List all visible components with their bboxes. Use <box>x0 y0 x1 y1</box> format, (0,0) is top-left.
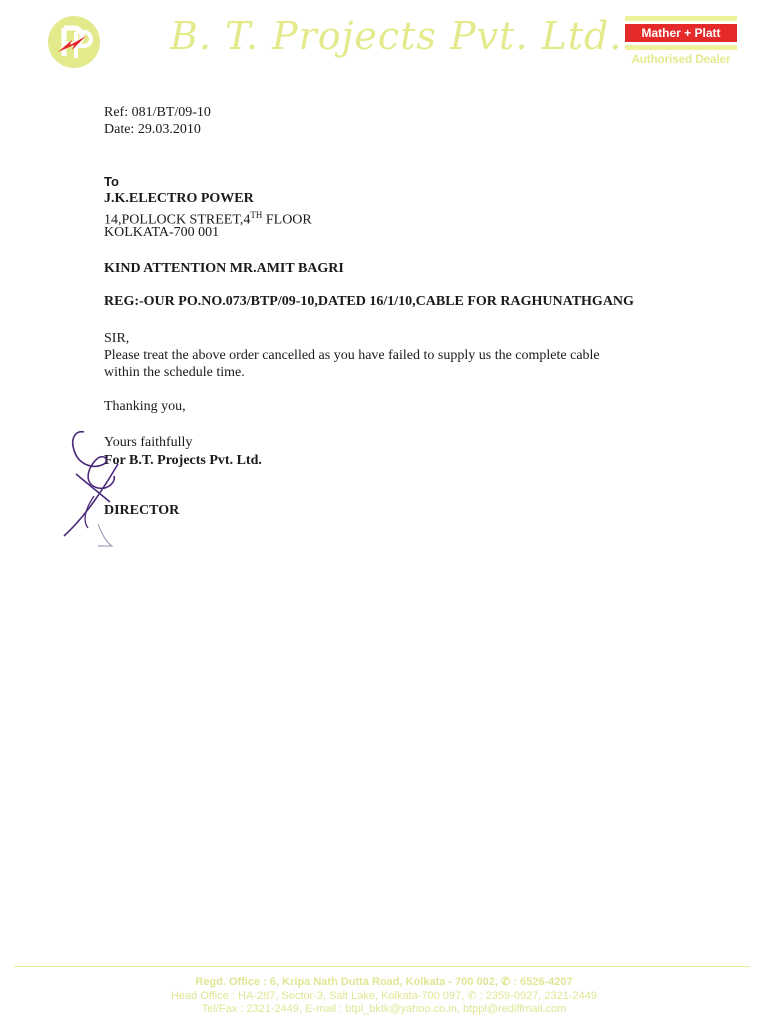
letter-date: Date: 29.03.2010 <box>104 122 201 137</box>
company-logo-icon <box>46 14 102 70</box>
recipient-name: J.K.ELECTRO POWER <box>104 191 254 206</box>
reference-number: Ref: 081/BT/09-10 <box>104 105 211 120</box>
dealer-brand: Mather + Platt <box>625 24 737 42</box>
to-label: To <box>104 174 119 189</box>
salutation: SIR, <box>104 331 130 346</box>
body-line-1: Please treat the above order cancelled as you have failed to supply us the complete cable <box>104 348 600 363</box>
for-company: For B.T. Projects Pvt. Ltd. <box>104 453 262 468</box>
dealer-badge <box>625 16 737 66</box>
footer-rule <box>14 966 750 967</box>
footer-head-office: Head Office : HA-287, Sector-3, Salt Lake, Kolkata-700 097, ✆ : 2359-0927, 2321-2449 <box>170 990 598 1002</box>
company-name: B. T. Projects Pvt. Ltd. <box>170 14 623 58</box>
dealer-label: Authorised Dealer <box>631 54 731 66</box>
dealer-stripe-top <box>625 16 737 21</box>
footer-contact: Tel/Fax : 2321-2449, E-mail : btpl_bktk@yahoo.co.in, btppl@rediffmail.com <box>201 1003 567 1015</box>
dealer-stripe-bottom <box>625 45 737 50</box>
address-suffix: FLOOR <box>262 212 312 228</box>
thanks-line: Thanking you, <box>104 399 186 414</box>
valediction: Yours faithfully <box>104 435 193 450</box>
footer-regd-office: Regd. Office : 6, Kripa Nath Dutta Road, Kolkata - 700 002, ✆ : 6526-4207 <box>195 976 573 988</box>
attention-line: KIND ATTENTION MR.AMIT BAGRI <box>104 261 344 276</box>
address-superscript: TH <box>250 210 263 220</box>
signatory-title: DIRECTOR <box>104 503 180 518</box>
body-line-2: within the schedule time. <box>104 365 245 380</box>
address-prefix: 14,POLLOCK STREET,4 <box>104 212 251 228</box>
recipient-address-line2: KOLKATA-700 001 <box>104 225 220 240</box>
subject-line: REG:-OUR PO.NO.073/BTP/09-10,DATED 16/1/10,CABLE FOR RAGHUNATHGANG <box>104 294 634 309</box>
handwritten-signature <box>58 424 138 554</box>
